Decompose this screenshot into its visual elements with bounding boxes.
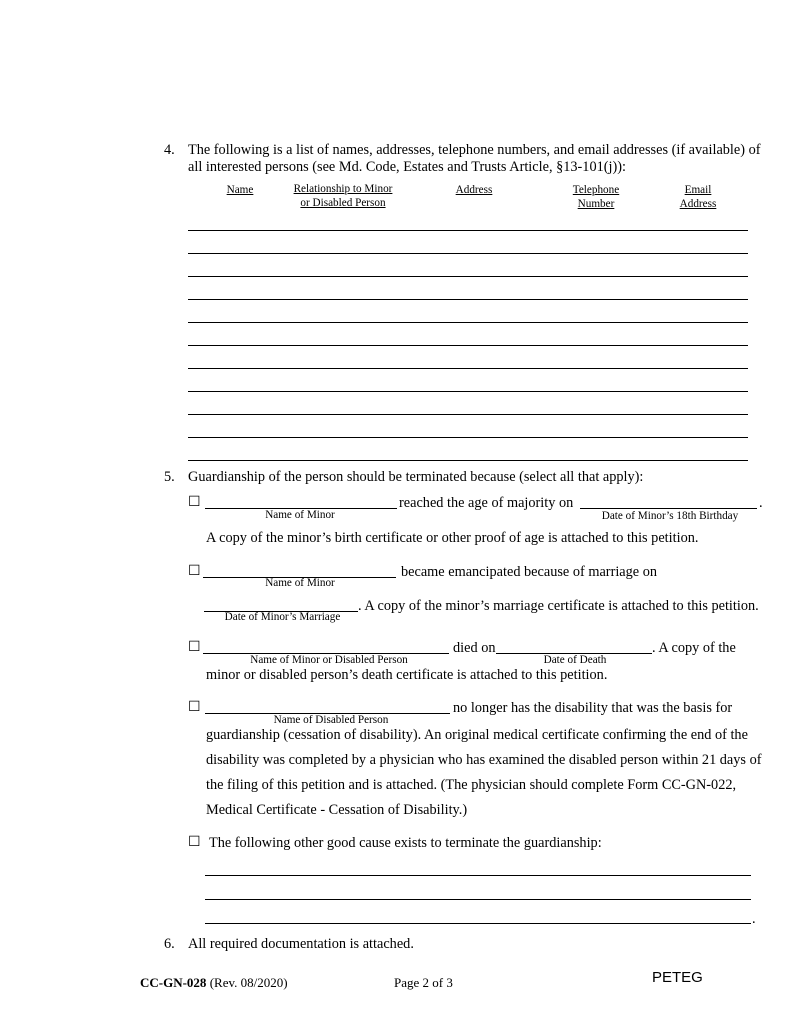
other-cause-line[interactable]: [205, 923, 751, 924]
option-e-text: The following other good cause exists to terminate the guardianship:: [209, 835, 602, 851]
option-c-copy-text: . A copy of the: [652, 640, 736, 656]
option-b-text: became emancipated because of marriage on: [401, 564, 658, 580]
option-d-line5: Medical Certificate - Cessation of Disability.): [206, 802, 468, 818]
item-4-text-line2: all interested persons (see Md. Code, Estates and Trusts Article, §13-101(j)):: [188, 159, 626, 175]
label-name-of-minor-or-disabled: Name of Minor or Disabled Person: [250, 654, 408, 666]
item-5-intro: Guardianship of the person should be terminated because (select all that apply):: [188, 469, 644, 485]
label-name-of-minor: Name of Minor: [265, 577, 335, 589]
footer-page-number: Page 2 of 3: [394, 975, 453, 990]
entry-line[interactable]: [188, 253, 748, 254]
header-name: Name: [226, 184, 254, 196]
option-c-died-on: died on: [453, 640, 496, 656]
item-6-number: 6.: [164, 936, 175, 952]
option-a-text: reached the age of majority on: [399, 495, 574, 511]
option-d-line2: guardianship (cessation of disability). An original medical certificate confirming the end of the: [206, 727, 748, 743]
other-cause-line[interactable]: [205, 899, 751, 900]
item-5-number: 5.: [164, 469, 175, 485]
option-e-period: .: [752, 911, 756, 927]
header-telephone-line1: Telephone: [572, 184, 620, 196]
item-6-text: All required documentation is attached.: [188, 936, 414, 952]
header-email-line2: Address: [679, 198, 717, 210]
label-name-of-disabled-person: Name of Disabled Person: [273, 714, 389, 726]
header-email-line1: Email: [684, 184, 712, 196]
label-marriage-date: Date of Minor’s Marriage: [224, 611, 341, 623]
checkbox-cessation-of-disability[interactable]: ☐: [188, 699, 201, 715]
entry-line[interactable]: [188, 322, 748, 323]
entry-line[interactable]: [188, 276, 748, 277]
header-telephone-line2: Number: [577, 198, 615, 210]
entry-line[interactable]: [188, 391, 748, 392]
entry-line[interactable]: [188, 299, 748, 300]
option-c-line2: minor or disabled person’s death certificate is attached to this petition.: [206, 667, 608, 683]
option-b-line2: . A copy of the minor’s marriage certificate is attached to this petition.: [358, 598, 759, 614]
checkbox-other-good-cause[interactable]: ☐: [188, 834, 201, 850]
entry-line[interactable]: [188, 368, 748, 369]
entry-line[interactable]: [188, 414, 748, 415]
footer-form-id: [140, 975, 288, 991]
checkbox-died[interactable]: ☐: [188, 639, 201, 655]
item-4-text-line1: The following is a list of names, addresses, telephone numbers, and email addresses (if available) of: [188, 142, 761, 158]
header-relationship-line1: Relationship to Minor: [293, 183, 393, 195]
option-d-line3: disability was completed by a physician who has examined the disabled person within 21 days of: [206, 752, 762, 768]
checkbox-age-of-majority[interactable]: ☐: [188, 494, 201, 510]
birthday-date-field[interactable]: [580, 508, 757, 509]
option-a-line2: A copy of the minor’s birth certificate or other proof of age is attached to this petition.: [206, 530, 699, 546]
option-a-period: .: [759, 495, 763, 511]
entry-line[interactable]: [188, 460, 748, 461]
entry-line[interactable]: [188, 437, 748, 438]
item-4-number: 4.: [164, 142, 175, 158]
checkbox-emancipated[interactable]: ☐: [188, 563, 201, 579]
footer-revision: (Rev. 08/2020): [209, 975, 288, 990]
header-address: Address: [455, 184, 493, 196]
header-relationship-line2: or Disabled Person: [300, 197, 386, 209]
entry-line[interactable]: [188, 230, 748, 231]
option-d-line4: the filing of this petition and is attached. (The physician should complete Form CC-GN-022,: [206, 777, 737, 793]
option-d-text: no longer has the disability that was the basis for: [453, 700, 733, 716]
entry-line[interactable]: [188, 345, 748, 346]
footer-watermark: PETEG: [652, 969, 703, 986]
label-18th-birthday: Date of Minor’s 18th Birthday: [601, 510, 739, 522]
label-date-of-death: Date of Death: [543, 654, 607, 666]
footer-form-code: CC-GN-028: [140, 975, 207, 990]
other-cause-line[interactable]: [205, 875, 751, 876]
label-name-of-minor: Name of Minor: [265, 509, 335, 521]
